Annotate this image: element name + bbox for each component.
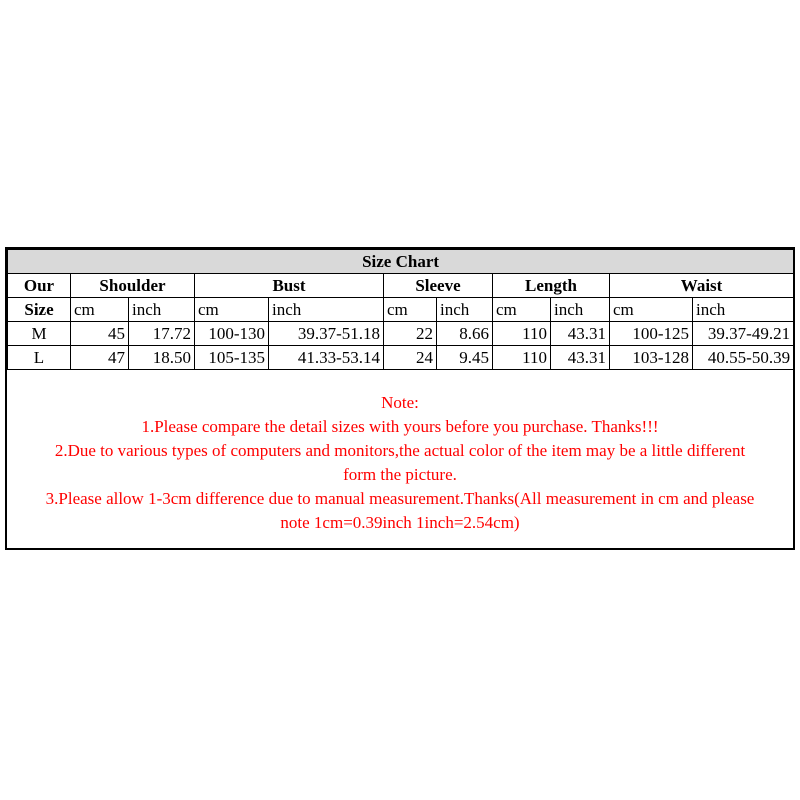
- bust-unit-cm: cm: [195, 298, 269, 322]
- shoulder-cm-value: 45: [71, 322, 129, 346]
- waist-inch-value: 40.55-50.39: [693, 346, 794, 370]
- note-line-2-continued: form the picture.: [343, 465, 457, 484]
- sleeve-unit-cm: cm: [384, 298, 437, 322]
- note-line-2: 2.Due to various types of computers and monitors,the actual color of the item may be a little different: [54, 441, 746, 460]
- bust-cm-value: 100-130: [195, 322, 269, 346]
- waist-header: Waist: [610, 274, 794, 298]
- sleeve-inch-value: 9.45: [437, 346, 493, 370]
- note-line-1: 1.Please compare the detail sizes with yours before you purchase. Thanks!!!: [141, 417, 659, 436]
- waist-unit-inch: inch: [693, 298, 794, 322]
- bust-cm-value: 105-135: [195, 346, 269, 370]
- length-cm-value: 110: [493, 322, 551, 346]
- sleeve-header: Sleeve: [384, 274, 493, 298]
- shoulder-unit-inch: inch: [129, 298, 195, 322]
- sleeve-cm-value: 22: [384, 322, 437, 346]
- shoulder-unit-cm: cm: [71, 298, 129, 322]
- our-size-header-top: Our: [8, 274, 71, 298]
- size-chart-title: Size Chart: [8, 250, 794, 274]
- shoulder-inch-value: 18.50: [129, 346, 195, 370]
- waist-cm-value: 100-125: [610, 322, 693, 346]
- bust-unit-inch: inch: [269, 298, 384, 322]
- notes-section: [7, 391, 793, 535]
- bust-inch-value: 39.37-51.18: [269, 322, 384, 346]
- size-label: M: [8, 322, 71, 346]
- sleeve-inch-value: 8.66: [437, 322, 493, 346]
- size-chart-table: [7, 249, 794, 370]
- waist-inch-value: 39.37-49.21: [693, 322, 794, 346]
- waist-cm-value: 103-128: [610, 346, 693, 370]
- waist-unit-cm: cm: [610, 298, 693, 322]
- length-inch-value: 43.31: [551, 322, 610, 346]
- shoulder-cm-value: 47: [71, 346, 129, 370]
- our-size-header-bottom: Size: [8, 298, 71, 322]
- bust-header: Bust: [195, 274, 384, 298]
- note-line-3-continued: note 1cm=0.39inch 1inch=2.54cm): [280, 513, 520, 532]
- sleeve-cm-value: 24: [384, 346, 437, 370]
- shoulder-header: Shoulder: [71, 274, 195, 298]
- note-line-3: 3.Please allow 1-3cm difference due to manual measurement.Thanks(All measurement in cm and please: [45, 489, 755, 508]
- length-unit-cm: cm: [493, 298, 551, 322]
- sleeve-unit-inch: inch: [437, 298, 493, 322]
- size-chart-sheet: [5, 247, 795, 550]
- size-label: L: [8, 346, 71, 370]
- length-header: Length: [493, 274, 610, 298]
- table-row-size-m: [8, 322, 794, 346]
- length-inch-value: 43.31: [551, 346, 610, 370]
- table-row-size-l: [8, 346, 794, 370]
- length-unit-inch: inch: [551, 298, 610, 322]
- length-cm-value: 110: [493, 346, 551, 370]
- bust-inch-value: 41.33-53.14: [269, 346, 384, 370]
- note-heading: Note:: [381, 393, 419, 412]
- shoulder-inch-value: 17.72: [129, 322, 195, 346]
